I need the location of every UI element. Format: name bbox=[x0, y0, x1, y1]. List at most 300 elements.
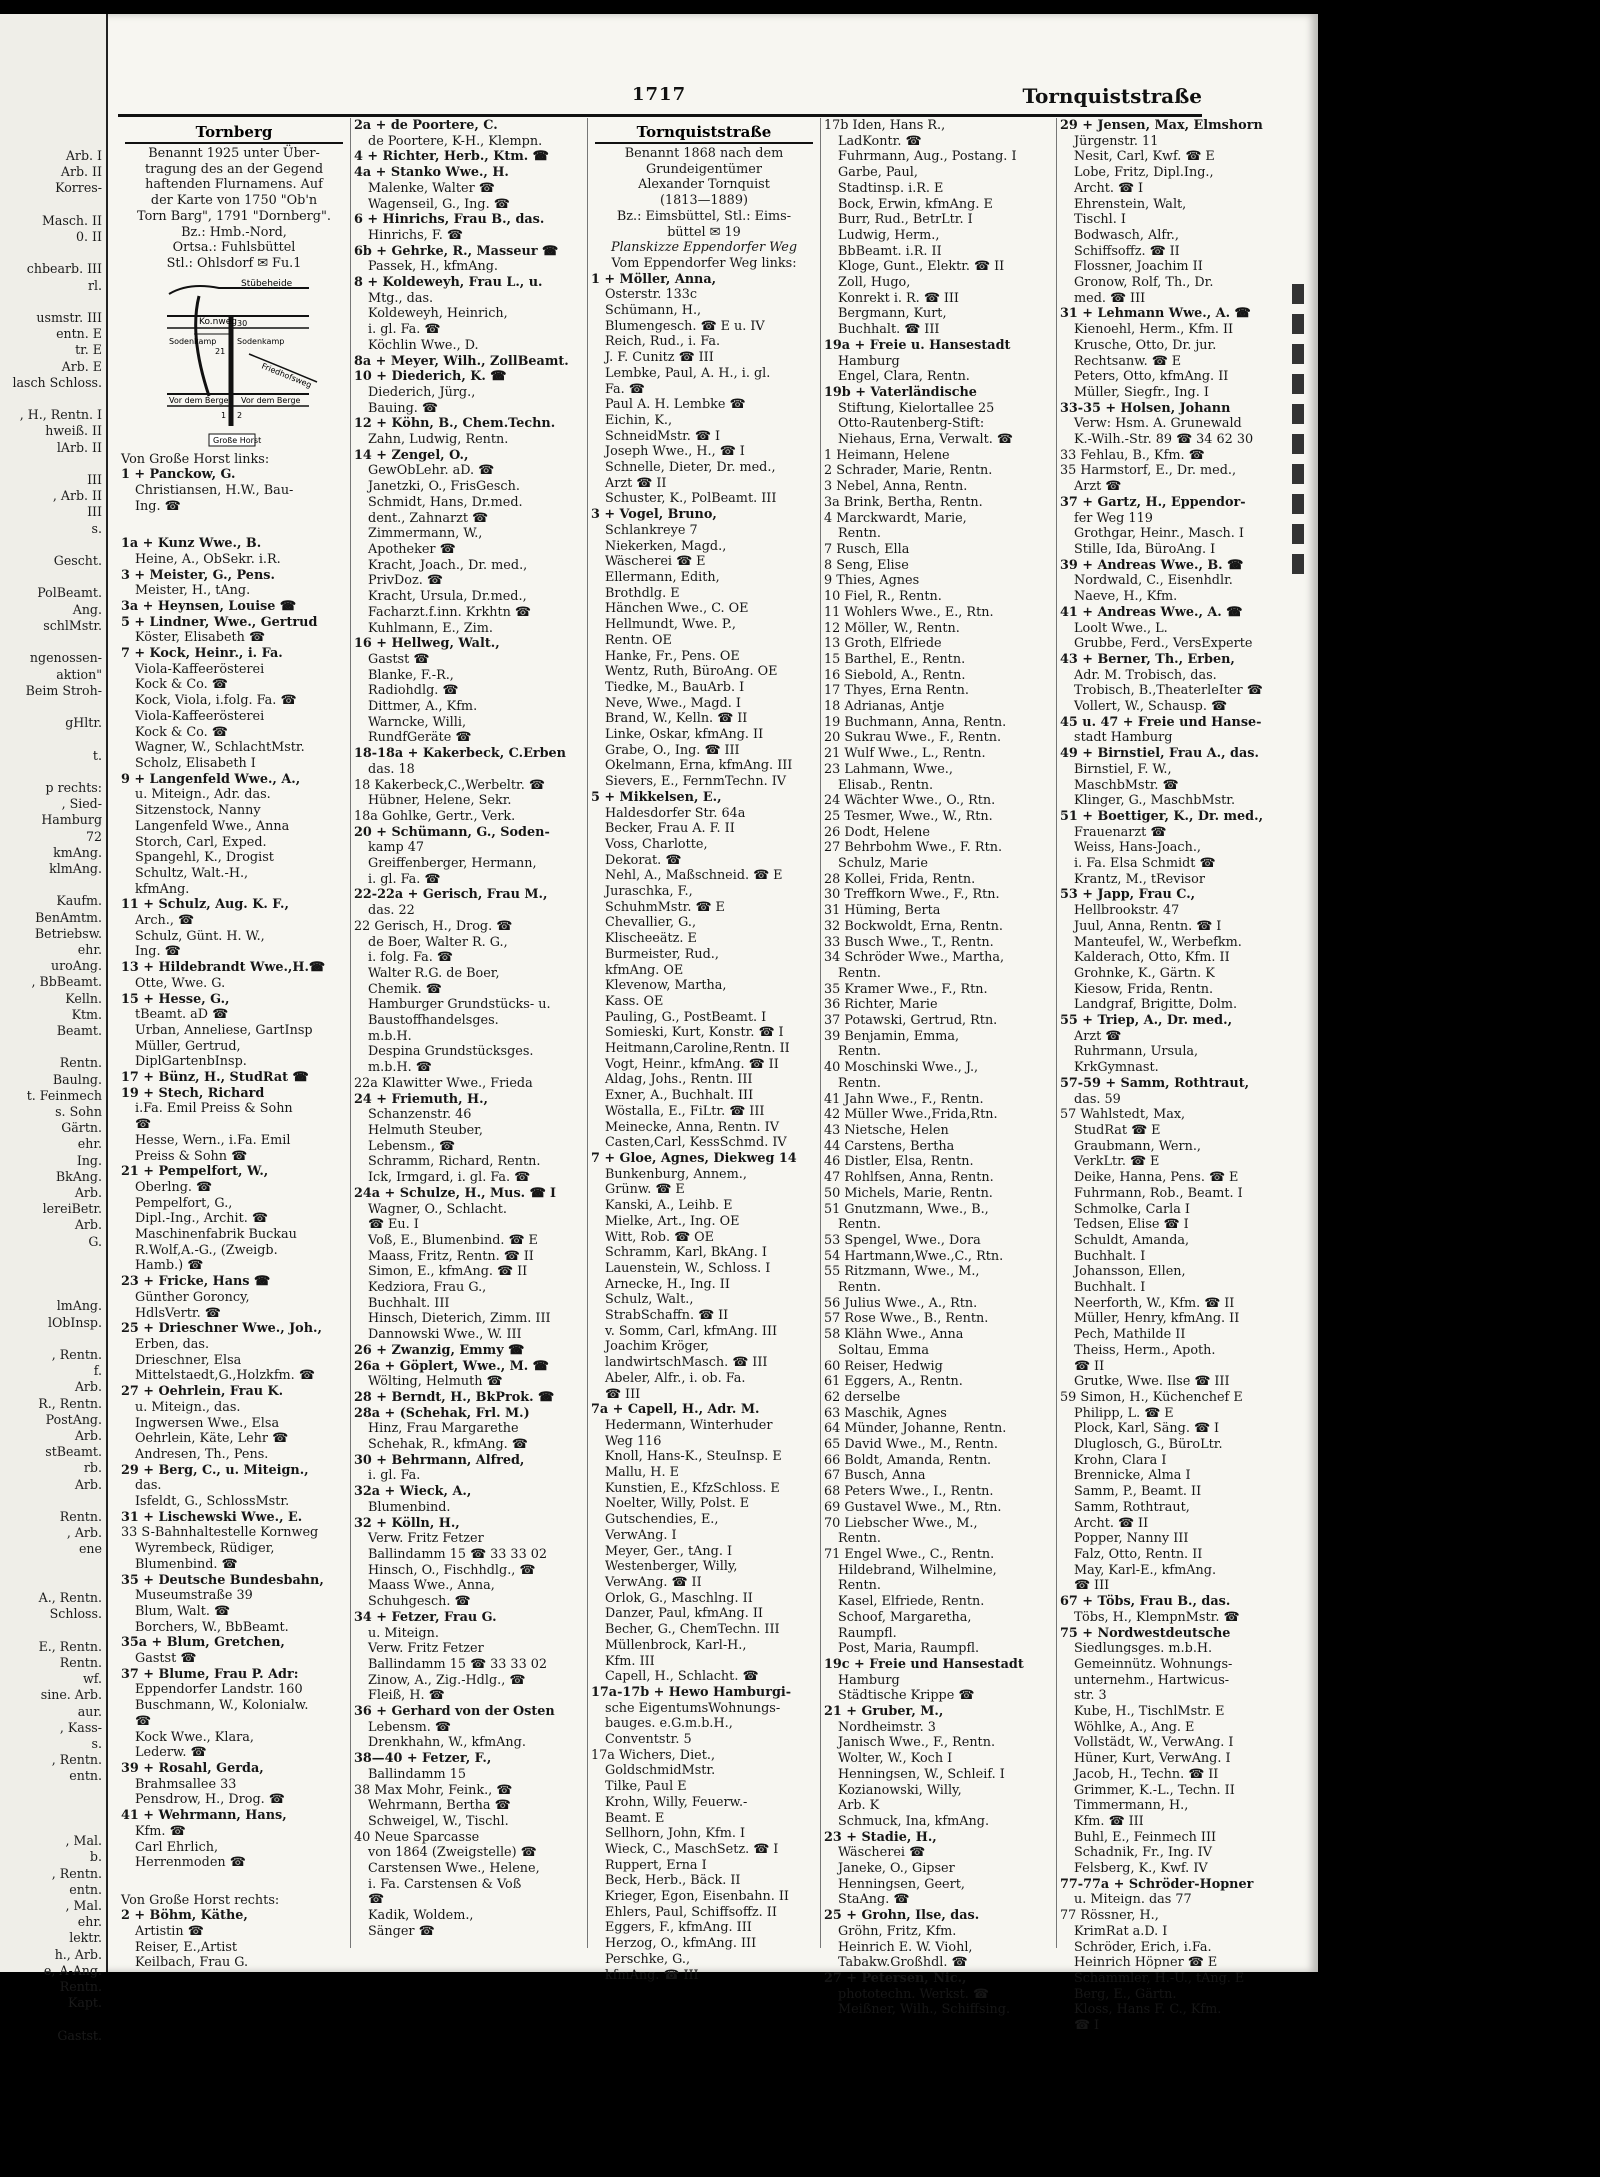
entry-line: Bock, Erwin, kfmAng. E bbox=[838, 196, 993, 212]
edge-fragment: lArb. II bbox=[56, 439, 102, 455]
entry-line: ☎ bbox=[135, 1713, 151, 1729]
entry-line: 18 Adrianas, Antje bbox=[824, 699, 945, 715]
entry-line: 65 David Wwe., M., Rentn. bbox=[824, 1437, 998, 1453]
entry-line: Arb. K bbox=[838, 1798, 880, 1814]
entry-line: 62 derselbe bbox=[824, 1389, 901, 1405]
entry-line: 43 + Berner, Th., Erben, bbox=[1060, 651, 1235, 667]
entry-line: das. bbox=[135, 1478, 162, 1494]
edge-fragment: III bbox=[87, 504, 102, 520]
entry-line: 71 Engel Wwe., C., Rentn. bbox=[824, 1546, 995, 1562]
entry-line: Archt. ☎ II bbox=[1074, 1515, 1149, 1531]
edge-fragment bbox=[0, 245, 106, 261]
entry-line: Drieschner, Elsa bbox=[135, 1352, 242, 1368]
entry-line: Kock & Co. ☎ bbox=[135, 677, 228, 693]
entry-line: 9 + Langenfeld Wwe., A., bbox=[121, 771, 301, 787]
edge-fragment bbox=[0, 1331, 106, 1347]
entry-line: 46 Distler, Elsa, Rentn. bbox=[824, 1154, 974, 1170]
entry-line: Casten,Carl, KessSchmd. IV bbox=[605, 1135, 787, 1151]
entry-line: Grabe, O., Ing. ☎ III bbox=[605, 742, 740, 758]
edge-fragment: schlMstr. bbox=[43, 617, 102, 633]
entry-line: 31 + Lehmann Wwe., A. ☎ bbox=[1060, 306, 1251, 322]
entry-line: phototechn. Werkst. ☎ bbox=[838, 1986, 989, 2002]
entry-line: Ortsa.: Fuhlsbüttel bbox=[172, 240, 296, 256]
entry-line: Hellmundt, Wwe. P., bbox=[605, 617, 736, 633]
directory-page bbox=[0, 14, 1318, 2043]
entry-line: LadKontr. ☎ bbox=[838, 133, 922, 149]
entry-line: Wehrmann, Bertha ☎ bbox=[368, 1798, 511, 1814]
entry-line: Janetzki, O., FrisGesch. bbox=[368, 479, 520, 495]
entry-line: 41 Jahn Wwe., F., Rentn. bbox=[824, 1091, 984, 1107]
entry-line: Kuhlmann, E., Zim. bbox=[368, 620, 493, 636]
entry-line: Grimmer, K.-L., Techn. II bbox=[1074, 1782, 1235, 1798]
edge-fragment: 0. II bbox=[76, 229, 102, 245]
entry-line: Krantz, M., tRevisor bbox=[1074, 871, 1205, 887]
entry-line: Arzt ☎ bbox=[1074, 479, 1122, 495]
edge-fragment: Kelln. bbox=[65, 990, 102, 1006]
entry-line: Juraschka, F., bbox=[605, 884, 693, 900]
entry-line: Felsberg, K., Kwf. IV bbox=[1074, 1861, 1208, 1877]
entry-line: Herzog, O., kfmAng. III bbox=[605, 1936, 757, 1952]
street-intro bbox=[591, 146, 817, 272]
entry-line: 18-18a + Kakerbeck, C.Erben bbox=[354, 746, 566, 762]
entry-line: Brand, W., Kelln. ☎ II bbox=[605, 711, 748, 727]
entry-line: 19a + Freie u. Hansestadt bbox=[824, 337, 1011, 353]
entry-line: StudRat ☎ E bbox=[1074, 1123, 1161, 1138]
entry-line: Artistin ☎ bbox=[135, 1924, 204, 1940]
entry-line: Janeke, O., Gipser bbox=[838, 1861, 955, 1877]
entry-line: 39 Benjamin, Emma, bbox=[824, 1028, 960, 1044]
entry-line: 40 Moschinski Wwe., J., bbox=[824, 1060, 979, 1076]
entry-line: 42 Müller Wwe.,Frida,Rtn. bbox=[824, 1107, 998, 1123]
entry-line: Schuhgesch. ☎ bbox=[368, 1594, 471, 1610]
entry-line: Rechtsanw. ☎ E bbox=[1074, 353, 1182, 369]
entry-line: 41 + Andreas Wwe., A. ☎ bbox=[1060, 604, 1243, 620]
entry-line: i. Fa. Carstensen & Voß bbox=[368, 1876, 522, 1892]
entry-line: Post, Maria, Raumpfl. bbox=[838, 1641, 980, 1657]
entry-line: Tilke, Paul E bbox=[605, 1779, 687, 1795]
entry-line: KrkGymnast. bbox=[1074, 1060, 1159, 1076]
entry-line: i. gl. Fa. bbox=[368, 1468, 421, 1484]
entry-line: stadt Hamburg bbox=[1074, 730, 1173, 746]
edge-fragment bbox=[0, 1801, 106, 1817]
entry-line: Viola-Kaffeerösterei bbox=[135, 708, 265, 724]
entry-line: Kasel, Elfriede, Rentn. bbox=[838, 1594, 985, 1610]
entry-line: Tiedke, M., BauArb. I bbox=[605, 679, 745, 695]
entry-line: kamp 47 bbox=[368, 840, 425, 856]
entry-line: haftenden Flurnamens. Auf bbox=[145, 177, 323, 193]
entry-line: Johansson, Ellen, bbox=[1074, 1264, 1186, 1280]
entry-line: Wieck, C., MaschSetz. ☎ I bbox=[605, 1841, 779, 1857]
header-rule bbox=[118, 114, 1202, 117]
entry-line: 13 + Hildebrandt Wwe.,H.☎ bbox=[121, 960, 325, 976]
entry-line: 37 + Blume, Frau P. Adr: bbox=[121, 1666, 299, 1682]
edge-fragment: stBeamt. bbox=[45, 1444, 102, 1460]
entry-line: 35 + Deutsche Bundesbahn, bbox=[121, 1572, 324, 1588]
entry-line: tragung des an der Gegend bbox=[144, 161, 324, 177]
entry-line: Blanke, F.-R., bbox=[368, 667, 454, 683]
entry-line: Drenkhahn, W., kfmAng. bbox=[368, 1735, 526, 1751]
page-header bbox=[112, 84, 1202, 118]
entry-line: 25 Tesmer, Wwe., W., Rtn. bbox=[824, 808, 993, 824]
entry-line: K.-Wilh.-Str. 89 ☎ 34 62 30 bbox=[1074, 432, 1254, 448]
entry-line: 32 Bockwoldt, Erna, Rentn. bbox=[824, 918, 1003, 934]
entry-line: Wagner, O., Schlacht. bbox=[368, 1201, 507, 1217]
entry-line: Diederich, Jürg., bbox=[368, 384, 476, 400]
entry-line: Hinsch, O., Fischhdlg., ☎ bbox=[368, 1562, 536, 1578]
edge-fragment: III bbox=[87, 472, 102, 488]
entry-line: Kock Wwe., Klara, bbox=[135, 1729, 254, 1745]
entry-line: 3a + Heynsen, Louise ☎ bbox=[121, 598, 296, 614]
entry-line: Joachim Kröger, bbox=[605, 1339, 710, 1355]
edge-fragment: b. bbox=[89, 1849, 102, 1865]
entry-line: Hüner, Kurt, VerwAng. I bbox=[1074, 1751, 1231, 1767]
edge-fragment bbox=[0, 1250, 106, 1266]
entry-line: May, Karl-E., kfmAng. bbox=[1074, 1562, 1217, 1578]
entry-line: Burmeister, Rud., bbox=[605, 946, 719, 962]
entry-line: 36 + Gerhard von der Osten bbox=[354, 1704, 555, 1720]
entry-line: das. 22 bbox=[368, 903, 415, 919]
entry-line: 18a Gohlke, Gertr., Verk. bbox=[354, 808, 516, 824]
edge-fragment: Ang. bbox=[72, 601, 102, 617]
entry-line: Mittelstaedt,G.,Holzkfm. ☎ bbox=[135, 1368, 315, 1384]
entry-line: Kanski, A., Leihb. E bbox=[605, 1198, 733, 1214]
entry-line: das. 59 bbox=[1074, 1091, 1121, 1107]
entry-line: dent., Zahnarzt ☎ bbox=[368, 510, 488, 526]
entry-line: Dipl.-Ing., Archit. ☎ bbox=[135, 1211, 268, 1227]
entry-line: Ballindamm 15 ☎ 33 33 02 bbox=[368, 1656, 548, 1672]
entry-line: Lederw. ☎ bbox=[135, 1745, 207, 1761]
entry-line: 11 Wohlers Wwe., E., Rtn. bbox=[824, 604, 994, 620]
edge-fragment bbox=[0, 877, 106, 893]
entry-line: ☎ bbox=[135, 1117, 151, 1133]
map-label-friedhofsweg: Friedhofsweg bbox=[260, 361, 313, 390]
entry-line: 17b Iden, Hans R., bbox=[824, 118, 946, 133]
entry-line: StrabSchaffn. ☎ II bbox=[605, 1308, 729, 1324]
entry-line: Ehrenstein, Walt, bbox=[1074, 196, 1187, 212]
entry-line: 16 Siebold, A., Rentn. bbox=[824, 667, 966, 683]
edge-fragment: p rechts: bbox=[45, 779, 102, 795]
edge-fragment: t. bbox=[92, 747, 102, 763]
entry-line: Fleiß, H. ☎ bbox=[368, 1688, 445, 1704]
edge-fragment: Arb. bbox=[74, 1476, 102, 1492]
entry-line: Abeler, Alfr., i. ob. Fa. bbox=[605, 1370, 746, 1386]
entry-line: 19b + Vaterländische bbox=[824, 384, 977, 400]
entry-line: Schramm, Richard, Rentn. bbox=[368, 1154, 541, 1170]
entry-line: Schanzenstr. 46 bbox=[368, 1107, 472, 1123]
edge-fragment: Masch. II bbox=[42, 212, 102, 228]
edge-fragment: ehr. bbox=[77, 1136, 102, 1152]
entry-line: Kracht, Joach., Dr. med., bbox=[368, 557, 528, 573]
entry-line: Rentn. bbox=[838, 526, 881, 542]
entry-line: Elisab., Rentn. bbox=[838, 777, 934, 793]
entry-line: Museumstraße 39 bbox=[135, 1588, 253, 1604]
entry-line: Paul A. H. Lembke ☎ bbox=[605, 397, 746, 413]
entry-line: Schuster, K., PolBeamt. III bbox=[605, 491, 777, 507]
edge-fragment: Beim Stroh- bbox=[25, 682, 102, 698]
entry-line: 6b + Gehrke, R., Masseur ☎ bbox=[354, 243, 558, 259]
entry-line: Müller, Gertrud, bbox=[135, 1038, 241, 1054]
edge-fragment bbox=[0, 1282, 106, 1298]
entry-line: 51 + Boettiger, K., Dr. med., bbox=[1060, 808, 1264, 824]
entry-line: Lebensm. ☎ bbox=[368, 1719, 451, 1735]
map-label-vor-dem-berge-right: Vor dem Berge bbox=[241, 395, 301, 405]
edge-fragment bbox=[0, 1266, 106, 1282]
entry-line: 3 + Vogel, Bruno, bbox=[591, 507, 717, 523]
entry-line: Maass Wwe., Anna, bbox=[368, 1578, 495, 1594]
entry-line: Hedermann, Winterhuder bbox=[605, 1417, 773, 1433]
entry-line: Engel, Clara, Rentn. bbox=[838, 369, 970, 385]
entry-line: Langenfeld Wwe., Anna bbox=[135, 818, 290, 834]
edge-fragment: E., Rentn. bbox=[38, 1638, 102, 1654]
entry-line: DiplGartenbInsp. bbox=[135, 1054, 247, 1070]
entry-line: 5 + Mikkelsen, E., bbox=[591, 789, 722, 805]
entry-line: Buschmann, W., Kolonialw. bbox=[135, 1698, 309, 1714]
edge-fragment bbox=[0, 1039, 106, 1055]
entry-line: Klinger, G., MaschbMstr. bbox=[1074, 793, 1236, 809]
edge-fragment: ehr. bbox=[77, 941, 102, 957]
edge-fragment: wf. bbox=[83, 1671, 102, 1687]
entry-line: ☎ I bbox=[1074, 2018, 1100, 2034]
entry-line: 4 Marckwardt, Marie, bbox=[824, 510, 967, 526]
entry-line: Orlok, G., Maschlng. II bbox=[605, 1590, 753, 1606]
entry-line: Kedziora, Frau G., bbox=[368, 1280, 487, 1296]
edge-fragment: BenAmtm. bbox=[35, 909, 102, 925]
entry-line: Buhl, E., Feinmech III bbox=[1074, 1829, 1217, 1845]
map-number-21: 21 bbox=[215, 346, 226, 356]
map-label-kornweg: Ko.nweg bbox=[199, 316, 237, 327]
edge-fragment: t. Feinmech bbox=[26, 1087, 102, 1103]
entry-line: Capell, H., Schlacht. ☎ bbox=[605, 1669, 759, 1685]
entry-line: Tedsen, Elise ☎ I bbox=[1074, 1217, 1189, 1233]
entry-line: Maschinenfabrik Buckau bbox=[135, 1227, 297, 1243]
entry-line: 69 Gustavel Wwe., M., Rtn. bbox=[824, 1499, 1002, 1515]
entry-line: 37 + Gartz, H., Eppendor- bbox=[1060, 494, 1246, 510]
entry-line: Gutschendies, E., bbox=[605, 1512, 719, 1528]
edge-fragment: , Sied- bbox=[61, 796, 102, 812]
entry-line: 68 Peters Wwe., I., Rentn. bbox=[824, 1484, 994, 1500]
entry-line: Vollstädt, W., VerwAng. I bbox=[1074, 1735, 1234, 1751]
entry-line: Berg, E., Gärtn. bbox=[1074, 1986, 1177, 2002]
edge-fragment: BkAng. bbox=[55, 1168, 102, 1184]
entry-line: 75 + Nordwestdeutsche bbox=[1060, 1625, 1231, 1641]
entry-line: 44 Carstens, Bertha bbox=[824, 1138, 955, 1154]
entry-line: Arzt ☎ II bbox=[605, 475, 667, 491]
entry-line: Grutke, Wwe. Ilse ☎ III bbox=[1074, 1374, 1230, 1390]
entry-line: Kalderach, Otto, Kfm. II bbox=[1074, 950, 1230, 966]
entry-line: Krusche, Otto, Dr. jur. bbox=[1074, 337, 1217, 353]
entry-line: 10 + Diederich, K. ☎ bbox=[354, 369, 507, 385]
entry-line: Lembke, Paul, A. H., i. gl. bbox=[605, 365, 771, 381]
entry-line: Konrekt i. R. ☎ III bbox=[838, 290, 959, 306]
entry-line: Blumenbind. bbox=[368, 1499, 451, 1515]
entry-line: Klischeeätz. E bbox=[605, 931, 697, 947]
entry-line: 19c + Freie und Hansestadt bbox=[824, 1656, 1024, 1672]
entry-line: 8a + Meyer, Wilh., ZollBeamt. bbox=[354, 353, 569, 369]
entry-line: 17 + Bünz, H., StudRat ☎ bbox=[121, 1070, 309, 1086]
entry-line: Müllenbrock, Karl-H., bbox=[605, 1637, 747, 1653]
entry-line: 67 + Töbs, Frau B., das. bbox=[1060, 1594, 1231, 1610]
entry-line: tBeamt. aD ☎ bbox=[135, 1007, 229, 1023]
entry-line: Rentn. bbox=[838, 1044, 881, 1060]
entry-line: Schweigel, W., Tischl. bbox=[368, 1813, 509, 1829]
entry-line: Rentn. OE bbox=[605, 632, 672, 648]
entry-line: Hinrichs, F. ☎ bbox=[368, 227, 463, 243]
entry-line: Janisch Wwe., F., Rentn. bbox=[838, 1735, 996, 1751]
entry-line: Wolter, W., Koch I bbox=[838, 1751, 953, 1767]
column-4 bbox=[821, 118, 1057, 2018]
edge-fragment: Hamburg bbox=[41, 812, 102, 828]
entry-line: 19 Buchmann, Anna, Rentn. bbox=[824, 714, 1007, 730]
entry-line: Mallu, H. E bbox=[605, 1465, 679, 1481]
entry-line: Stille, Ida, BüroAng. I bbox=[1074, 541, 1216, 557]
entry-line: Voß, E., Blumenbind. ☎ E bbox=[368, 1232, 538, 1248]
entry-line: med. ☎ III bbox=[1074, 290, 1146, 306]
entry-line: Schiffsoffz. ☎ II bbox=[1074, 243, 1180, 259]
entry-line: Schulz, Walt., bbox=[605, 1292, 694, 1308]
entry-line: 31 + Lischewski Wwe., E. bbox=[121, 1509, 303, 1525]
entry-line: Spangehl, K., Drogist bbox=[135, 850, 274, 866]
entry-line: Despina Grundstücksges. bbox=[368, 1044, 534, 1060]
column-5 bbox=[1057, 118, 1302, 2034]
entry-line: Reiser, E.,Artist bbox=[135, 1939, 238, 1955]
entry-line: Mtg., das. bbox=[368, 290, 434, 306]
entry-line: ☎ Eu. I bbox=[368, 1217, 419, 1233]
entry-line: 3 + Meister, G., Pens. bbox=[121, 567, 275, 583]
entry-line: Storch, Carl, Exped. bbox=[135, 834, 267, 850]
entry-line: 21 Wulf Wwe., L., Rentn. bbox=[824, 746, 986, 762]
entry-line: Becher, G., ChemTechn. III bbox=[605, 1622, 780, 1638]
entry-line: Schmolke, Carla I bbox=[1074, 1201, 1190, 1217]
entry-line: Blumenbind. ☎ bbox=[135, 1556, 238, 1572]
entry-line: VerwAng. ☎ II bbox=[605, 1574, 702, 1590]
entry-line: 16 + Hellweg, Walt., bbox=[354, 636, 500, 652]
entry-line: Raumpfl. bbox=[838, 1625, 897, 1641]
entry-line: 23 + Fricke, Hans ☎ bbox=[121, 1274, 270, 1290]
entry-line: Birnstiel, F. W., bbox=[1074, 761, 1172, 777]
entry-line: Osterstr. 133c bbox=[605, 287, 698, 303]
edge-fragment: s. bbox=[91, 520, 102, 536]
entry-line: SchuhmMstr. ☎ E bbox=[605, 899, 725, 915]
entry-line: Ballindamm 15 ☎ 33 33 02 bbox=[368, 1546, 548, 1562]
entry-line: Sievers, E., FernmTechn. IV bbox=[605, 774, 787, 790]
entry-line: 6 + Hinrichs, Frau B., das. bbox=[354, 212, 545, 228]
entry-line: Simon, E., kfmAng. ☎ II bbox=[368, 1264, 528, 1280]
entry-line: Pempelfort, G., bbox=[135, 1195, 233, 1211]
entry-line: Nordwald, C., Eisenhdlr. bbox=[1074, 573, 1233, 589]
map-number-2: 2 bbox=[237, 410, 243, 420]
entry-line: v. Somm, Carl, kfmAng. III bbox=[605, 1323, 778, 1339]
entry-line: PrivDoz. ☎ bbox=[368, 573, 443, 589]
entry-line: Knoll, Hans-K., SteuInsp. E bbox=[605, 1449, 782, 1465]
entry-line: Beamt. E bbox=[605, 1810, 665, 1826]
edge-fragment: entn. bbox=[69, 1768, 102, 1784]
entry-line: Baustoffhandelsges. bbox=[368, 1013, 499, 1029]
entry-line: Dluglosch, G., BüroLtr. bbox=[1074, 1437, 1223, 1453]
entry-line: Gastst ☎ bbox=[368, 651, 430, 667]
entry-line: Ingwersen Wwe., Elsa bbox=[135, 1415, 280, 1431]
entry-line: 25 + Grohn, Ilse, das. bbox=[824, 1908, 980, 1924]
entry-line: Wagenseil, G., Ing. ☎ bbox=[368, 196, 510, 212]
edge-fragment: , Mal. bbox=[65, 1833, 102, 1849]
entry-line: Urban, Anneliese, GartInsp bbox=[135, 1022, 313, 1038]
entry-line: Brothdlg. E bbox=[605, 585, 680, 601]
entry-line: Benannt 1925 unter Über- bbox=[148, 146, 320, 161]
entry-line: 8 + Koldeweyh, Frau L., u. bbox=[354, 275, 543, 291]
entry-line: 22-22a + Gerisch, Frau M., bbox=[354, 887, 548, 903]
entry-line: 36 Richter, Marie bbox=[824, 997, 938, 1013]
entry-line: Krohn, Clara I bbox=[1074, 1452, 1167, 1468]
entry-line: 1 + Möller, Anna, bbox=[591, 271, 717, 287]
entry-line: Philipp, L. ☎ E bbox=[1074, 1405, 1174, 1421]
entry-line: 17a Wichers, Diet., bbox=[591, 1747, 716, 1763]
edge-fragment: ehr. bbox=[77, 1914, 102, 1930]
entry-line: 26a + Göplert, Wwe., M. ☎ bbox=[354, 1358, 549, 1374]
map-label-sodenkamp-left: Sodenkamp bbox=[169, 336, 217, 346]
edge-fragment: chbearb. III bbox=[26, 261, 102, 277]
edge-fragment: lektr. bbox=[69, 1930, 102, 1946]
entry-line: 57 Wahlstedt, Max, bbox=[1060, 1107, 1186, 1123]
entry-line: Niekerken, Magd., bbox=[605, 538, 727, 554]
entry-line: Manteufel, W., Werbefkm. bbox=[1074, 934, 1242, 950]
entry-line: Loolt Wwe., L. bbox=[1074, 620, 1168, 636]
edge-fragment bbox=[0, 197, 106, 213]
entry-line: kfmAng. ☎ III bbox=[605, 1967, 699, 1983]
entry-line: Nesit, Carl, Kwf. ☎ E bbox=[1074, 149, 1215, 165]
entry-line: 22a Klawitter Wwe., Frieda bbox=[354, 1075, 533, 1091]
entry-line: Rentn. bbox=[838, 1531, 881, 1547]
entry-line: Von Große Horst links: bbox=[121, 451, 270, 467]
entry-line: Arnecke, H., Ing. II bbox=[605, 1276, 730, 1292]
entry-line: Meister, H., tAng. bbox=[135, 583, 251, 599]
entry-line: Archt. ☎ I bbox=[1074, 180, 1144, 196]
entry-line: Ing. ☎ bbox=[135, 944, 181, 960]
entry-line: 63 Maschik, Agnes bbox=[824, 1405, 947, 1421]
entry-line: Planskizze Eppendorfer Weg bbox=[610, 240, 798, 256]
entry-line: 37 Potawski, Gertrud, Rtn. bbox=[824, 1013, 998, 1029]
entry-line: Passek, H., kfmAng. bbox=[368, 259, 498, 275]
entry-line: 2 Schrader, Marie, Rentn. bbox=[824, 463, 993, 479]
entry-line: Fuhrmann, Aug., Postang. I bbox=[838, 149, 1017, 165]
entry-line: Kass. OE bbox=[605, 993, 664, 1009]
entry-line: Müller, Henry, kfmAng. II bbox=[1074, 1311, 1240, 1327]
entry-line: 17 Thyes, Erna Rentn. bbox=[824, 683, 969, 699]
entry-line: i. gl. Fa. ☎ bbox=[368, 871, 441, 887]
entry-line: Bunkenburg, Annem., bbox=[605, 1166, 747, 1182]
entry-line: Köster, Elisabeth ☎ bbox=[135, 630, 265, 646]
edge-fragment: entn. bbox=[69, 1881, 102, 1897]
entry-line: 27 Behrbohm Wwe., F. Rtn. bbox=[824, 840, 1003, 856]
entry-line: Timmermann, H., bbox=[1074, 1798, 1189, 1814]
entry-line: Zoll, Hugo, bbox=[838, 275, 911, 291]
entry-line: Wäscherei ☎ bbox=[838, 1845, 926, 1861]
edge-fragment: s. bbox=[91, 1735, 102, 1751]
edge-fragment: usmstr. III bbox=[36, 310, 102, 326]
entry-line: Heitmann,Caroline,Rentn. II bbox=[605, 1041, 790, 1057]
edge-fragment: lasch Schloss. bbox=[12, 374, 102, 390]
edge-fragment: Baulng. bbox=[52, 1071, 102, 1087]
entry-line: Eggers, F., kfmAng. III bbox=[605, 1920, 752, 1936]
entry-line: Kracht, Ursula, Dr.med., bbox=[368, 589, 527, 605]
entry-line: m.b.H. bbox=[368, 1028, 412, 1044]
entry-line: Neerforth, W., Kfm. ☎ II bbox=[1074, 1295, 1235, 1311]
entry-line: 29 + Jensen, Max, Elmshorn bbox=[1060, 118, 1263, 133]
entry-line: Oehrlein, Käte, Lehr ☎ bbox=[135, 1431, 289, 1447]
edge-fragment bbox=[0, 1622, 106, 1638]
entry-line: Schulz, Marie bbox=[838, 856, 928, 872]
entry-line: Peters, Otto, kfmAng. II bbox=[1074, 369, 1229, 385]
entry-line: Bodwasch, Alfr., bbox=[1074, 227, 1179, 243]
entry-line: (1813—1889) bbox=[660, 193, 748, 209]
